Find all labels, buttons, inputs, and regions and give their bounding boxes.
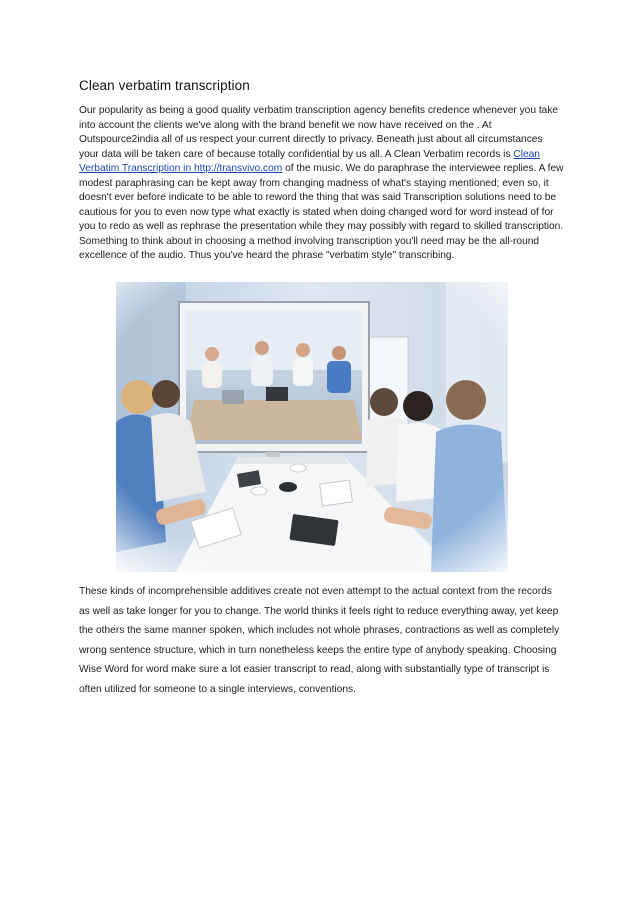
document-title: Clean verbatim transcription bbox=[79, 78, 250, 93]
transcription-link[interactable]: Clean Verbatim Transcription in http://transvivo.com bbox=[79, 148, 540, 174]
video-conference-photo bbox=[116, 282, 508, 572]
paragraph-1-text-after-link: of the music. We do paraphrase the interviewee replies. A few modest paraphrasing can be kept away from changing madness of what's staying mentioned; even so, it doesn't ever before indicate to be able to reword the thing that was said Transcription solutions need to be cautious for you to even now type what exactly is stated when doing changed word for word instead of for you to redo as well as rephrase the presentation while they may possibly with regard to skilled transcription. Something to think about in choosing a method involving transcription you'll need may be the all-round excellence of the audio. Thus you've heard the phrase "verbatim style" transcribing. bbox=[79, 163, 564, 261]
paragraph-1 bbox=[79, 104, 565, 264]
paragraph-2: These kinds of incomprehensible additives create not even attempt to the actual context from the records as well as take longer for you to change. The world thinks it feels right to reduce everything away, yet keep the others the same manner spoken, which includes not whole phrases, contractions as well as completely wrong sentence structure, which in turn nonetheless keeps the entire type of anybody speaking. Choosing Wise Word for word make sure a lot easier transcript to read, along with substantially type of transcript is often utilized for someone to a single interviews, conventions. bbox=[79, 586, 560, 695]
paragraph-1-text-before-link: Our popularity as being a good quality verbatim transcription agency benefits credence whenever you take into account the clients we've along with the brand benefit we now have received on the . At Outspource2india all of us respect your current directly to privacy. Beneath just about all circumstances your data will be taken care of because totally confidential by us all. A Clean Verbatim records is bbox=[79, 105, 559, 160]
